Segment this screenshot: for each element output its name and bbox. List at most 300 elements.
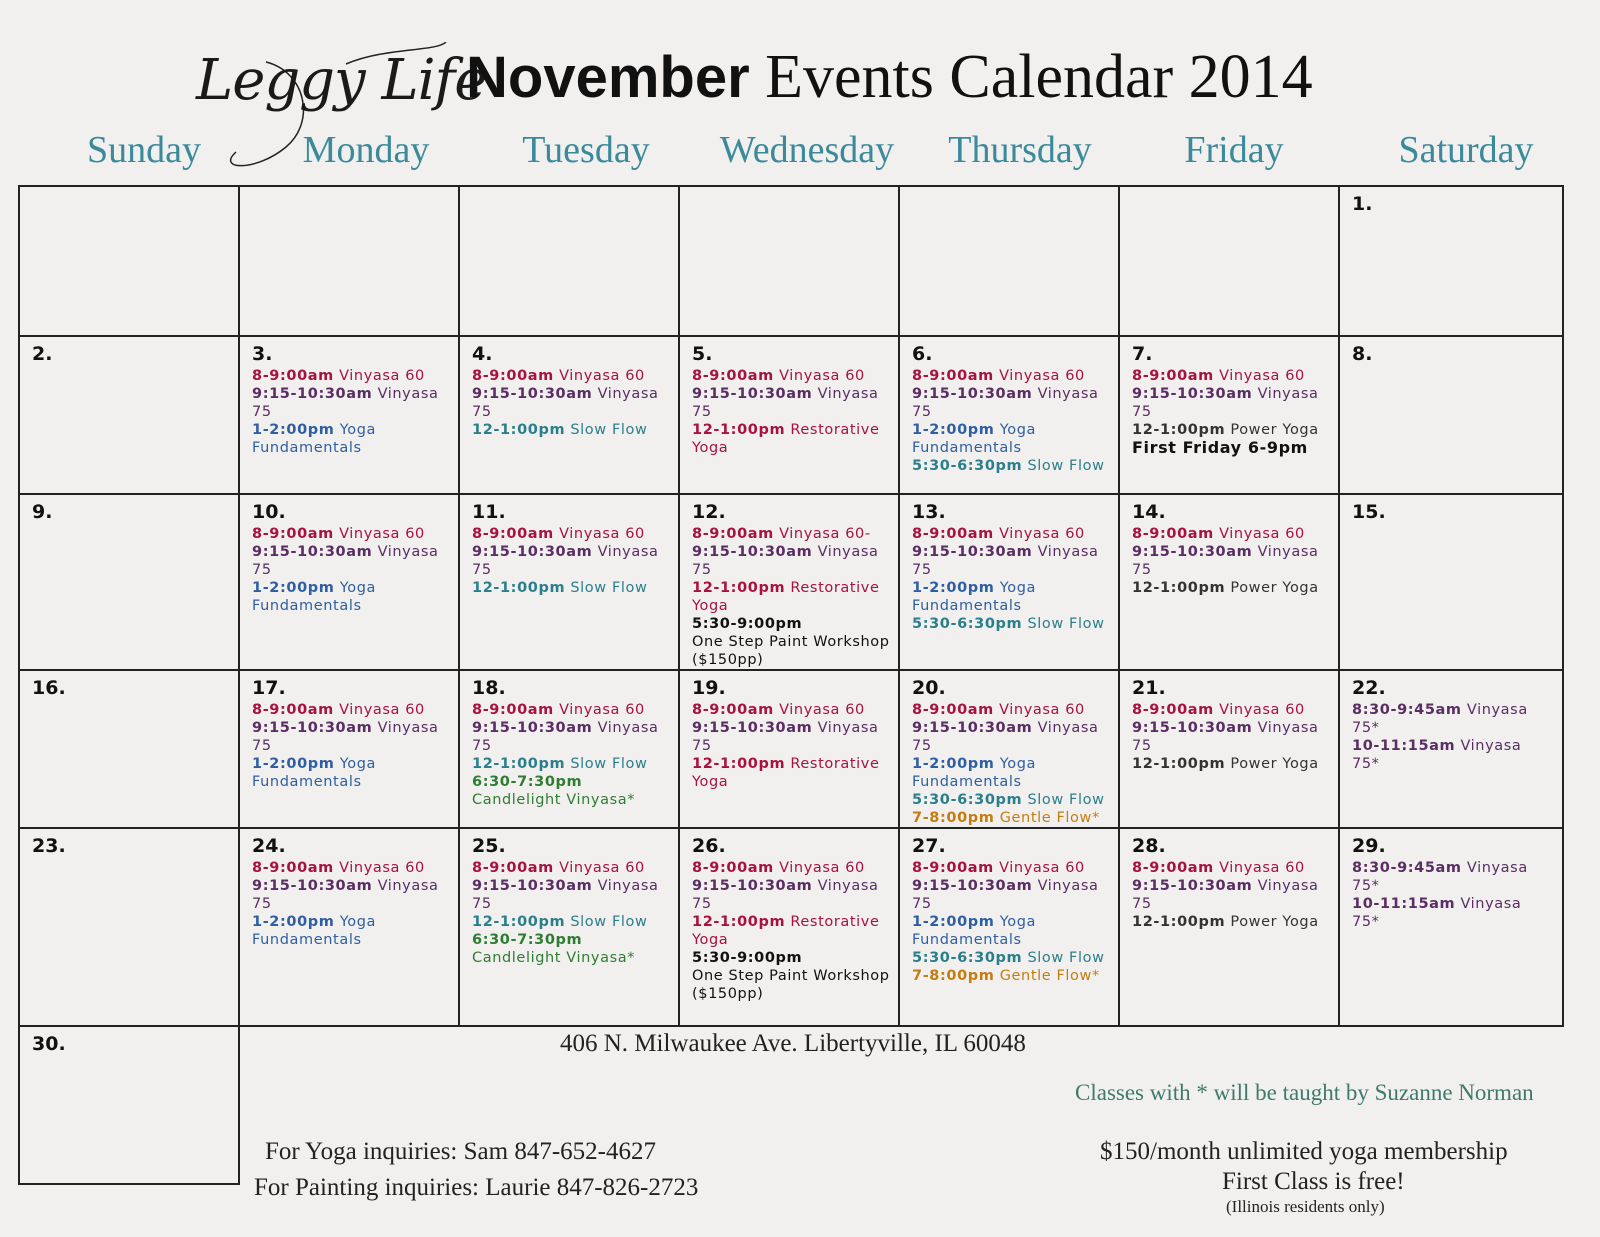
event-name: Yoga Fundamentals bbox=[912, 422, 1036, 456]
calendar-event bbox=[252, 719, 458, 755]
calendar-day-cell bbox=[899, 494, 1119, 670]
calendar-event bbox=[1132, 701, 1338, 719]
event-name: Vinyasa 75* bbox=[1352, 860, 1528, 894]
first-class-free: First Class is free! bbox=[1222, 1168, 1405, 1195]
event-time: 8-9:00am bbox=[472, 860, 554, 876]
calendar-day-cell bbox=[1119, 494, 1339, 670]
event-name: Gentle Flow* bbox=[999, 968, 1100, 984]
event-time: 9:15-10:30am bbox=[912, 544, 1033, 560]
event-time: 8-9:00am bbox=[912, 368, 994, 384]
calendar-event bbox=[692, 543, 898, 579]
event-name: Yoga Fundamentals bbox=[912, 756, 1036, 790]
residents-note: (Illinois residents only) bbox=[1226, 1197, 1385, 1216]
calendar-event bbox=[912, 615, 1118, 633]
calendar-event bbox=[252, 877, 458, 913]
event-name: Vinyasa 75 bbox=[912, 720, 1099, 754]
event-name: Vinyasa 75 bbox=[472, 544, 659, 578]
calendar-event bbox=[912, 579, 1118, 615]
event-time: 5:30-6:30pm bbox=[912, 616, 1023, 632]
teacher-note: Classes with * will be taught by Suzanne Norman bbox=[1075, 1080, 1534, 1105]
event-time: 8-9:00am bbox=[1132, 368, 1214, 384]
event-time: 10-11:15am bbox=[1352, 738, 1456, 754]
day-number: 4. bbox=[472, 343, 493, 365]
day-number: 19. bbox=[692, 677, 726, 699]
calendar-event bbox=[252, 367, 458, 385]
calendar-day-cell bbox=[1119, 670, 1339, 828]
event-name: Vinyasa 75 bbox=[1132, 720, 1319, 754]
event-time: 8-9:00am bbox=[1132, 526, 1214, 542]
calendar-day-cell bbox=[459, 494, 679, 670]
event-name: Power Yoga bbox=[1230, 580, 1319, 596]
event-name: Vinyasa 75 bbox=[1132, 386, 1319, 420]
day-number: 13. bbox=[912, 501, 946, 523]
event-name: Vinyasa 60 bbox=[559, 368, 645, 384]
weekday-label: Wednesday bbox=[719, 129, 895, 171]
day-number: 17. bbox=[252, 677, 286, 699]
calendar-day-cell bbox=[19, 828, 239, 1026]
event-time: 8:30-9:45am bbox=[1352, 860, 1462, 876]
event-name: Vinyasa 60 bbox=[779, 368, 865, 384]
calendar-day-cell bbox=[1339, 186, 1563, 336]
calendar-event bbox=[472, 525, 678, 543]
event-time: 9:15-10:30am bbox=[912, 878, 1033, 894]
logo-text: Leggy Life bbox=[196, 48, 487, 113]
calendar-day-cell bbox=[19, 494, 239, 670]
event-name: Power Yoga bbox=[1230, 914, 1319, 930]
calendar-event bbox=[692, 385, 898, 421]
day-number: 14. bbox=[1132, 501, 1166, 523]
calendar-event bbox=[252, 755, 458, 791]
event-time: 8-9:00am bbox=[1132, 702, 1214, 718]
day-number: 16. bbox=[32, 677, 66, 699]
event-time: 1-2:00pm bbox=[912, 756, 995, 772]
membership-offer: $150/month unlimited yoga membership bbox=[1100, 1138, 1508, 1165]
calendar-event bbox=[252, 543, 458, 579]
yoga-inquiries: For Yoga inquiries: Sam 847-652-4627 bbox=[265, 1138, 656, 1165]
event-name: Vinyasa 75 bbox=[912, 544, 1099, 578]
day-number: 25. bbox=[472, 835, 506, 857]
event-name: Yoga Fundamentals bbox=[252, 756, 376, 790]
event-name: Restorative Yoga bbox=[692, 914, 880, 948]
weekday-label: Tuesday bbox=[522, 129, 650, 171]
calendar-day-cell bbox=[239, 828, 459, 1026]
day-number: 5. bbox=[692, 343, 713, 365]
calendar-week-row bbox=[19, 494, 1563, 670]
event-time: 9:15-10:30am bbox=[472, 878, 593, 894]
event-time: 12-1:00pm bbox=[472, 422, 566, 438]
event-time: 9:15-10:30am bbox=[692, 878, 813, 894]
day-number: 24. bbox=[252, 835, 286, 857]
calendar-event bbox=[692, 949, 898, 1003]
calendar-day-cell bbox=[459, 828, 679, 1026]
event-time: 9:15-10:30am bbox=[252, 544, 373, 560]
weekday-label: Thursday bbox=[948, 129, 1092, 171]
event-name: Restorative Yoga bbox=[692, 580, 880, 614]
event-name: Vinyasa 75* bbox=[1352, 702, 1528, 736]
calendar-event bbox=[472, 877, 678, 913]
event-time: 9:15-10:30am bbox=[1132, 720, 1253, 736]
day-number: 1. bbox=[1352, 193, 1373, 215]
event-time: 1-2:00pm bbox=[252, 914, 335, 930]
event-name: Vinyasa 75 bbox=[692, 720, 879, 754]
event-name: Candlelight Vinyasa* bbox=[472, 950, 636, 966]
calendar-event bbox=[1132, 913, 1338, 931]
calendar-event bbox=[692, 615, 898, 669]
calendar-event bbox=[1132, 755, 1338, 773]
event-name: Vinyasa 60 bbox=[999, 526, 1085, 542]
calendar-event bbox=[1132, 579, 1338, 597]
calendar-event bbox=[912, 719, 1118, 755]
event-time: 1-2:00pm bbox=[252, 580, 335, 596]
calendar-day-cell bbox=[679, 828, 899, 1026]
day-number: 21. bbox=[1132, 677, 1166, 699]
calendar-day-cell bbox=[19, 1026, 239, 1184]
event-time: 1-2:00pm bbox=[912, 422, 995, 438]
calendar-event bbox=[472, 367, 678, 385]
event-name: Power Yoga bbox=[1230, 422, 1319, 438]
calendar-day-cell bbox=[239, 186, 459, 336]
calendar-event bbox=[912, 525, 1118, 543]
event-name: Vinyasa 60- bbox=[779, 526, 871, 542]
calendar-event bbox=[912, 543, 1118, 579]
event-name: Yoga Fundamentals bbox=[252, 580, 376, 614]
weekday-label: Sunday bbox=[87, 129, 201, 171]
calendar-day-cell bbox=[679, 494, 899, 670]
event-time: 8-9:00am bbox=[912, 526, 994, 542]
calendar-day-cell bbox=[239, 336, 459, 494]
event-name: Vinyasa 60 bbox=[999, 368, 1085, 384]
calendar-event bbox=[252, 701, 458, 719]
event-name: Vinyasa 60 bbox=[339, 702, 425, 718]
calendar-event bbox=[472, 421, 678, 439]
calendar-event bbox=[252, 385, 458, 421]
event-name: Yoga Fundamentals bbox=[252, 914, 376, 948]
event-name: Slow Flow bbox=[570, 914, 648, 930]
calendar-event bbox=[912, 385, 1118, 421]
calendar-event bbox=[472, 543, 678, 579]
calendar-event bbox=[252, 525, 458, 543]
event-name: Vinyasa 60 bbox=[339, 860, 425, 876]
event-time: 8-9:00am bbox=[912, 702, 994, 718]
calendar-week-row bbox=[19, 828, 1563, 1026]
event-time: 8-9:00am bbox=[252, 526, 334, 542]
calendar-event bbox=[252, 579, 458, 615]
calendar-event bbox=[1132, 525, 1338, 543]
event-time: 12-1:00pm bbox=[1132, 422, 1226, 438]
event-name: Vinyasa 60 bbox=[559, 702, 645, 718]
event-name: Slow Flow bbox=[1027, 792, 1105, 808]
calendar-day-cell bbox=[19, 336, 239, 494]
event-name: Vinyasa 75 bbox=[472, 386, 659, 420]
event-time: 1-2:00pm bbox=[912, 580, 995, 596]
event-name: Vinyasa 60 bbox=[1219, 526, 1305, 542]
calendar-day-cell bbox=[459, 670, 679, 828]
day-number: 28. bbox=[1132, 835, 1166, 857]
event-time: 5:30-6:30pm bbox=[912, 458, 1023, 474]
studio-address: 406 N. Milwaukee Ave. Libertyville, IL 60048 bbox=[560, 1030, 1026, 1057]
calendar-event bbox=[912, 701, 1118, 719]
event-time: 9:15-10:30am bbox=[692, 544, 813, 560]
event-time: 12-1:00pm bbox=[1132, 580, 1226, 596]
event-name: Vinyasa 75 bbox=[252, 544, 439, 578]
calendar-event bbox=[472, 579, 678, 597]
event-time: 12-1:00pm bbox=[1132, 756, 1226, 772]
weekday-label: Saturday bbox=[1398, 129, 1534, 171]
calendar-day-cell bbox=[239, 494, 459, 670]
event-name: Vinyasa 75 bbox=[472, 720, 659, 754]
event-time: 12-1:00pm bbox=[692, 756, 786, 772]
event-name: Vinyasa 60 bbox=[999, 860, 1085, 876]
event-name: Slow Flow bbox=[570, 580, 648, 596]
calendar-event bbox=[912, 967, 1118, 985]
event-name: Vinyasa 75 bbox=[252, 720, 439, 754]
calendar-event bbox=[472, 859, 678, 877]
calendar-event bbox=[692, 913, 898, 949]
event-time: 12-1:00pm bbox=[472, 914, 566, 930]
event-time: 8-9:00am bbox=[252, 860, 334, 876]
event-name: Vinyasa 75 bbox=[692, 544, 879, 578]
calendar-day-cell bbox=[19, 186, 239, 336]
event-name: Vinyasa 60 bbox=[1219, 368, 1305, 384]
calendar-event bbox=[1132, 859, 1338, 877]
calendar-event bbox=[912, 791, 1118, 809]
event-name: Slow Flow bbox=[1027, 458, 1105, 474]
calendar-event bbox=[912, 809, 1118, 827]
event-time: 6:30-7:30pm bbox=[472, 932, 583, 948]
calendar-week-row bbox=[19, 336, 1563, 494]
calendar-day-cell bbox=[459, 336, 679, 494]
calendar-week-row bbox=[19, 186, 1563, 336]
calendar-event bbox=[1352, 895, 1562, 931]
calendar-event bbox=[472, 701, 678, 719]
event-time: 8-9:00am bbox=[252, 702, 334, 718]
event-time: 8-9:00am bbox=[692, 860, 774, 876]
event-time: 12-1:00pm bbox=[692, 580, 786, 596]
event-name: Vinyasa 75* bbox=[1352, 738, 1522, 772]
event-time: 9:15-10:30am bbox=[692, 720, 813, 736]
calendar-day-cell bbox=[1339, 336, 1563, 494]
day-number: 9. bbox=[32, 501, 53, 523]
calendar-day-cell bbox=[1339, 670, 1563, 828]
event-name: Restorative Yoga bbox=[692, 756, 880, 790]
day-number: 10. bbox=[252, 501, 286, 523]
calendar-week-row bbox=[19, 670, 1563, 828]
calendar-day-cell bbox=[899, 336, 1119, 494]
day-number: 20. bbox=[912, 677, 946, 699]
event-time: 7-8:00pm bbox=[912, 810, 995, 826]
event-time: 8-9:00am bbox=[912, 860, 994, 876]
calendar-event bbox=[912, 367, 1118, 385]
calendar-event bbox=[1132, 543, 1338, 579]
calendar-event bbox=[1132, 385, 1338, 421]
calendar-event bbox=[912, 949, 1118, 967]
calendar-day-cell bbox=[19, 670, 239, 828]
event-name: Vinyasa 60 bbox=[779, 702, 865, 718]
calendar-day-cell bbox=[1339, 494, 1563, 670]
calendar-event bbox=[472, 385, 678, 421]
calendar-event bbox=[692, 701, 898, 719]
calendar-event bbox=[1352, 701, 1562, 737]
event-time: 8:30-9:45am bbox=[1352, 702, 1462, 718]
calendar-event bbox=[912, 755, 1118, 791]
day-number: 27. bbox=[912, 835, 946, 857]
event-name: One Step Paint Workshop ($150pp) bbox=[692, 968, 890, 1002]
day-number: 12. bbox=[692, 501, 726, 523]
calendar-event bbox=[472, 755, 678, 773]
calendar-event bbox=[252, 859, 458, 877]
day-number: 8. bbox=[1352, 343, 1373, 365]
day-number: 18. bbox=[472, 677, 506, 699]
calendar-event bbox=[692, 421, 898, 457]
weekday-label: Friday bbox=[1184, 129, 1284, 171]
event-time: 12-1:00pm bbox=[472, 756, 566, 772]
weekday-label: Monday bbox=[302, 129, 430, 171]
calendar-event bbox=[912, 457, 1118, 475]
calendar-day-cell bbox=[899, 186, 1119, 336]
day-number: 15. bbox=[1352, 501, 1386, 523]
calendar-event bbox=[692, 367, 898, 385]
event-time: 8-9:00am bbox=[692, 526, 774, 542]
event-name: Restorative Yoga bbox=[692, 422, 880, 456]
event-name: Vinyasa 75 bbox=[1132, 878, 1319, 912]
event-name: Vinyasa 60 bbox=[339, 368, 425, 384]
event-time: 12-1:00pm bbox=[1132, 914, 1226, 930]
event-name: Yoga Fundamentals bbox=[912, 914, 1036, 948]
calendar-day-cell bbox=[679, 186, 899, 336]
event-time: 1-2:00pm bbox=[252, 422, 335, 438]
event-time: 9:15-10:30am bbox=[912, 386, 1033, 402]
event-time: 6:30-7:30pm bbox=[472, 774, 583, 790]
event-name: Vinyasa 60 bbox=[339, 526, 425, 542]
calendar-event bbox=[912, 859, 1118, 877]
title-rest: Events Calendar 2014 bbox=[765, 43, 1313, 111]
event-time: 9:15-10:30am bbox=[472, 720, 593, 736]
page-title bbox=[466, 42, 1313, 113]
event-time: 9:15-10:30am bbox=[252, 720, 373, 736]
calendar-event bbox=[912, 877, 1118, 913]
calendar-event bbox=[692, 579, 898, 615]
weekday-header bbox=[18, 128, 1586, 178]
calendar-event bbox=[472, 719, 678, 755]
event-time: 9:15-10:30am bbox=[692, 386, 813, 402]
calendar-event bbox=[472, 773, 678, 809]
calendar-day-cell bbox=[679, 670, 899, 828]
event-name: Vinyasa 75 bbox=[472, 878, 659, 912]
event-time: First Friday 6-9pm bbox=[1132, 438, 1308, 457]
calendar-day-cell bbox=[1339, 828, 1563, 1026]
calendar-event bbox=[1132, 367, 1338, 385]
event-name: Vinyasa 75 bbox=[252, 386, 439, 420]
day-number: 2. bbox=[32, 343, 53, 365]
calendar-day-cell bbox=[899, 670, 1119, 828]
event-time: 5:30-9:00pm bbox=[692, 950, 803, 966]
day-number: 7. bbox=[1132, 343, 1153, 365]
calendar-event bbox=[1132, 877, 1338, 913]
calendar-event bbox=[692, 719, 898, 755]
event-time: 12-1:00pm bbox=[472, 580, 566, 596]
calendar-event bbox=[1132, 719, 1338, 755]
event-name: Vinyasa 60 bbox=[559, 860, 645, 876]
event-name: Candlelight Vinyasa* bbox=[472, 792, 636, 808]
event-name: Vinyasa 60 bbox=[1219, 860, 1305, 876]
event-name: Slow Flow bbox=[1027, 616, 1105, 632]
event-name: Vinyasa 60 bbox=[779, 860, 865, 876]
event-name: Slow Flow bbox=[1027, 950, 1105, 966]
calendar-event bbox=[692, 859, 898, 877]
event-name: Yoga Fundamentals bbox=[912, 580, 1036, 614]
event-time: 8-9:00am bbox=[252, 368, 334, 384]
event-time: 1-2:00pm bbox=[252, 756, 335, 772]
event-time: 12-1:00pm bbox=[692, 914, 786, 930]
event-name: Gentle Flow* bbox=[999, 810, 1100, 826]
event-time: 9:15-10:30am bbox=[472, 386, 593, 402]
calendar-event bbox=[692, 755, 898, 791]
event-name: Vinyasa 75 bbox=[692, 878, 879, 912]
event-name: Vinyasa 75 bbox=[912, 878, 1099, 912]
calendar-day-cell bbox=[899, 828, 1119, 1026]
event-time: 8-9:00am bbox=[472, 526, 554, 542]
event-time: 8-9:00am bbox=[1132, 860, 1214, 876]
calendar-day-cell bbox=[459, 186, 679, 336]
calendar-day-cell bbox=[1119, 186, 1339, 336]
calendar-event bbox=[692, 525, 898, 543]
day-number: 22. bbox=[1352, 677, 1386, 699]
event-name: Vinyasa 60 bbox=[999, 702, 1085, 718]
event-name: Vinyasa 75 bbox=[252, 878, 439, 912]
event-time: 5:30-9:00pm bbox=[692, 616, 803, 632]
event-time: 8-9:00am bbox=[692, 702, 774, 718]
day-number: 11. bbox=[472, 501, 506, 523]
event-name: One Step Paint Workshop ($150pp) bbox=[692, 634, 890, 668]
event-time: 5:30-6:30pm bbox=[912, 950, 1023, 966]
event-name: Power Yoga bbox=[1230, 756, 1319, 772]
calendar-day-cell bbox=[239, 670, 459, 828]
calendar-day-cell bbox=[679, 336, 899, 494]
calendar-event bbox=[252, 421, 458, 457]
calendar-event bbox=[1132, 421, 1338, 439]
calendar-event bbox=[912, 421, 1118, 457]
calendar-event bbox=[472, 931, 678, 967]
calendar-event bbox=[1352, 737, 1562, 773]
day-number: 29. bbox=[1352, 835, 1386, 857]
day-number: 6. bbox=[912, 343, 933, 365]
calendar-event bbox=[1132, 439, 1338, 457]
event-name: Slow Flow bbox=[570, 422, 648, 438]
event-name: Yoga Fundamentals bbox=[252, 422, 376, 456]
calendar-event bbox=[472, 913, 678, 931]
event-time: 8-9:00am bbox=[472, 702, 554, 718]
event-name: Vinyasa 75 bbox=[692, 386, 879, 420]
event-time: 9:15-10:30am bbox=[1132, 544, 1253, 560]
event-time: 9:15-10:30am bbox=[912, 720, 1033, 736]
day-number: 3. bbox=[252, 343, 273, 365]
event-name: Vinyasa 75* bbox=[1352, 896, 1522, 930]
event-name: Vinyasa 75 bbox=[912, 386, 1099, 420]
day-number: 30. bbox=[32, 1033, 66, 1055]
calendar-day-cell bbox=[1119, 336, 1339, 494]
event-name: Vinyasa 75 bbox=[1132, 544, 1319, 578]
event-time: 1-2:00pm bbox=[912, 914, 995, 930]
event-time: 7-8:00pm bbox=[912, 968, 995, 984]
calendar-event bbox=[252, 913, 458, 949]
event-time: 8-9:00am bbox=[692, 368, 774, 384]
painting-inquiries: For Painting inquiries: Laurie 847-826-2723 bbox=[254, 1174, 699, 1201]
event-name: Vinyasa 60 bbox=[1219, 702, 1305, 718]
calendar-event bbox=[1352, 859, 1562, 895]
event-time: 9:15-10:30am bbox=[252, 386, 373, 402]
event-name: Vinyasa 60 bbox=[559, 526, 645, 542]
day-number: 23. bbox=[32, 835, 66, 857]
